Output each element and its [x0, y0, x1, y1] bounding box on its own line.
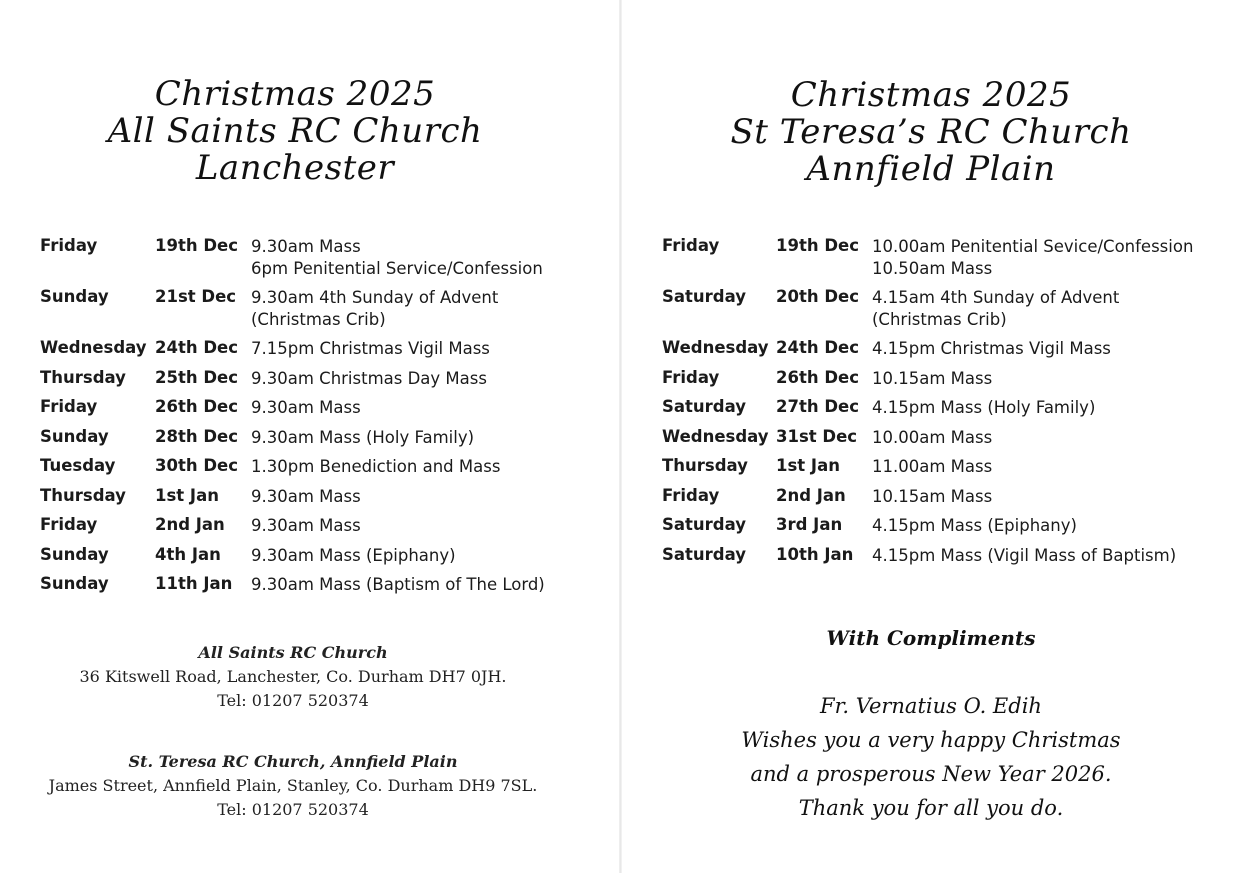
schedule-day: Friday [40, 397, 98, 416]
schedule-event: (Christmas Crib) [872, 310, 1007, 329]
schedule-events [251, 397, 361, 419]
schedule-event: 9.30am Mass [251, 398, 361, 417]
left-title [0, 76, 590, 187]
schedule-events [251, 368, 487, 390]
address-st-teresa [0, 750, 586, 822]
schedule-day: Friday [662, 236, 720, 255]
address-all-saints-street: 36 Kitswell Road, Lanchester, Co. Durham DH7 0JH. [79, 667, 507, 686]
schedule-events [251, 236, 543, 280]
schedule-date: 2nd Jan [776, 485, 846, 505]
schedule-date: 26th Dec [776, 367, 860, 387]
schedule-date: 10th Jan [776, 544, 854, 564]
schedule-event: 9.30am Mass (Epiphany) [251, 545, 456, 565]
greeting-line-1: Fr. Vernatius O. Edih [820, 694, 1042, 718]
schedule-events [251, 456, 500, 478]
schedule-events [872, 486, 992, 508]
schedule-event: 9.30am Christmas Day Mass [251, 368, 487, 388]
schedule-date: 30th Dec [155, 456, 239, 475]
schedule-events [872, 368, 992, 390]
schedule-event: 10.00am Penitential Sevice/Confession [872, 237, 1194, 256]
schedule-day: Wednesday [40, 338, 147, 357]
schedule-event: 4.15pm Mass (Vigil Mass of Baptism) [872, 545, 1177, 565]
schedule-events [251, 545, 456, 567]
schedule-event: 9.30am Mass [251, 516, 361, 535]
schedule-day: Saturday [662, 515, 746, 534]
schedule-event: 9.30am Mass [251, 486, 361, 506]
schedule-date: 4th Jan [155, 544, 221, 564]
left-title-line-3: Lanchester [195, 148, 395, 188]
schedule-events [251, 515, 361, 537]
schedule-event: (Christmas Crib) [251, 310, 386, 329]
greeting-line-3: and a prosperous New Year 2026. [750, 762, 1112, 786]
schedule-events [872, 338, 1111, 360]
right-title [622, 77, 1240, 188]
schedule-date: 28th Dec [155, 426, 239, 446]
schedule-day: Saturday [662, 397, 746, 416]
schedule-event: 9.30am Mass (Baptism of The Lord) [251, 575, 545, 594]
schedule-event: 10.50am Mass [872, 259, 993, 278]
schedule-day: Saturday [662, 287, 746, 306]
schedule-day: Friday [40, 515, 98, 534]
schedule-day: Thursday [40, 367, 126, 387]
greeting-line-2: Wishes you a very happy Christmas [741, 728, 1121, 752]
compliments-heading: With Compliments [826, 626, 1036, 650]
schedule-event: 1.30pm Benediction and Mass [251, 457, 501, 476]
schedule-event: 10.00am Mass [872, 427, 993, 447]
schedule-events [872, 236, 1193, 280]
schedule-date: 11th Jan [155, 574, 233, 593]
schedule-day: Friday [662, 367, 720, 387]
schedule-events [251, 427, 474, 449]
address-all-saints [0, 641, 586, 713]
schedule-events [872, 427, 992, 449]
right-title-line-1: Christmas 2025 [790, 75, 1072, 115]
schedule-day: Sunday [40, 287, 109, 306]
schedule-date: 27th Dec [776, 397, 860, 416]
schedule-date: 24th Dec [155, 338, 239, 357]
schedule-date: 21st Dec [155, 287, 237, 306]
schedule-event: 9.30am Mass [251, 237, 361, 256]
schedule-day: Wednesday [662, 426, 769, 446]
schedule-event: 9.30am Mass (Holy Family) [251, 427, 475, 447]
address-st-teresa-street: James Street, Annfield Plain, Stanley, Co. Durham DH9 7SL. [48, 776, 538, 795]
schedule-events [251, 338, 490, 360]
schedule-event: 11.00am Mass [872, 457, 993, 476]
right-title-line-2: St Teresa’s RC Church [730, 112, 1132, 152]
schedule-events [872, 397, 1095, 419]
schedule-date: 19th Dec [155, 236, 239, 255]
schedule-date: 19th Dec [776, 236, 860, 255]
schedule-date: 26th Dec [155, 397, 239, 416]
schedule-events [872, 456, 992, 478]
greeting-message [622, 689, 1240, 825]
address-st-teresa-tel: Tel: 01207 520374 [217, 800, 369, 819]
schedule-event: 4.15pm Christmas Vigil Mass [872, 339, 1111, 358]
schedule-day: Thursday [40, 485, 126, 505]
schedule-events [872, 287, 1119, 331]
schedule-event: 10.15am Mass [872, 486, 993, 506]
schedule-event: 4.15pm Mass (Holy Family) [872, 398, 1096, 417]
schedule-events [251, 574, 545, 596]
schedule-day: Friday [662, 485, 720, 505]
address-all-saints-tel: Tel: 01207 520374 [217, 691, 369, 710]
schedule-date: 20th Dec [776, 287, 860, 306]
left-page [0, 0, 620, 873]
right-page [622, 0, 1247, 873]
schedule-events [251, 486, 361, 508]
schedule-day: Saturday [662, 544, 746, 564]
schedule-day: Tuesday [40, 456, 116, 475]
schedule-event: 4.15pm Mass (Epiphany) [872, 516, 1077, 535]
address-st-teresa-name: St. Teresa RC Church, Annfield Plain [128, 752, 458, 771]
schedule-day: Thursday [662, 456, 748, 475]
greeting-line-4: Thank you for all you do. [798, 796, 1064, 820]
schedule-day: Sunday [40, 544, 109, 564]
left-title-line-2: All Saints RC Church [107, 111, 483, 151]
schedule-day: Sunday [40, 426, 109, 446]
left-title-line-1: Christmas 2025 [154, 74, 436, 114]
schedule-date: 31st Dec [776, 426, 858, 446]
schedule-day: Sunday [40, 574, 109, 593]
schedule-date: 3rd Jan [776, 515, 843, 534]
schedule-day: Wednesday [662, 338, 769, 357]
schedule-event: 7.15pm Christmas Vigil Mass [251, 339, 490, 358]
schedule-day: Friday [40, 236, 98, 255]
right-title-line-3: Annfield Plain [806, 149, 1056, 189]
schedule-events [872, 515, 1077, 537]
schedule-event: 4.15am 4th Sunday of Advent [872, 288, 1120, 307]
schedule-date: 24th Dec [776, 338, 860, 357]
schedule-event: 10.15am Mass [872, 368, 993, 388]
schedule-date: 1st Jan [155, 485, 219, 505]
schedule-date: 1st Jan [776, 456, 840, 475]
schedule-events [251, 287, 498, 331]
address-all-saints-name: All Saints RC Church [198, 643, 388, 662]
schedule-date: 25th Dec [155, 367, 239, 387]
schedule-event: 9.30am 4th Sunday of Advent [251, 288, 499, 307]
schedule-date: 2nd Jan [155, 515, 225, 534]
schedule-events [872, 545, 1176, 567]
schedule-event: 6pm Penitential Service/Confession [251, 259, 543, 278]
